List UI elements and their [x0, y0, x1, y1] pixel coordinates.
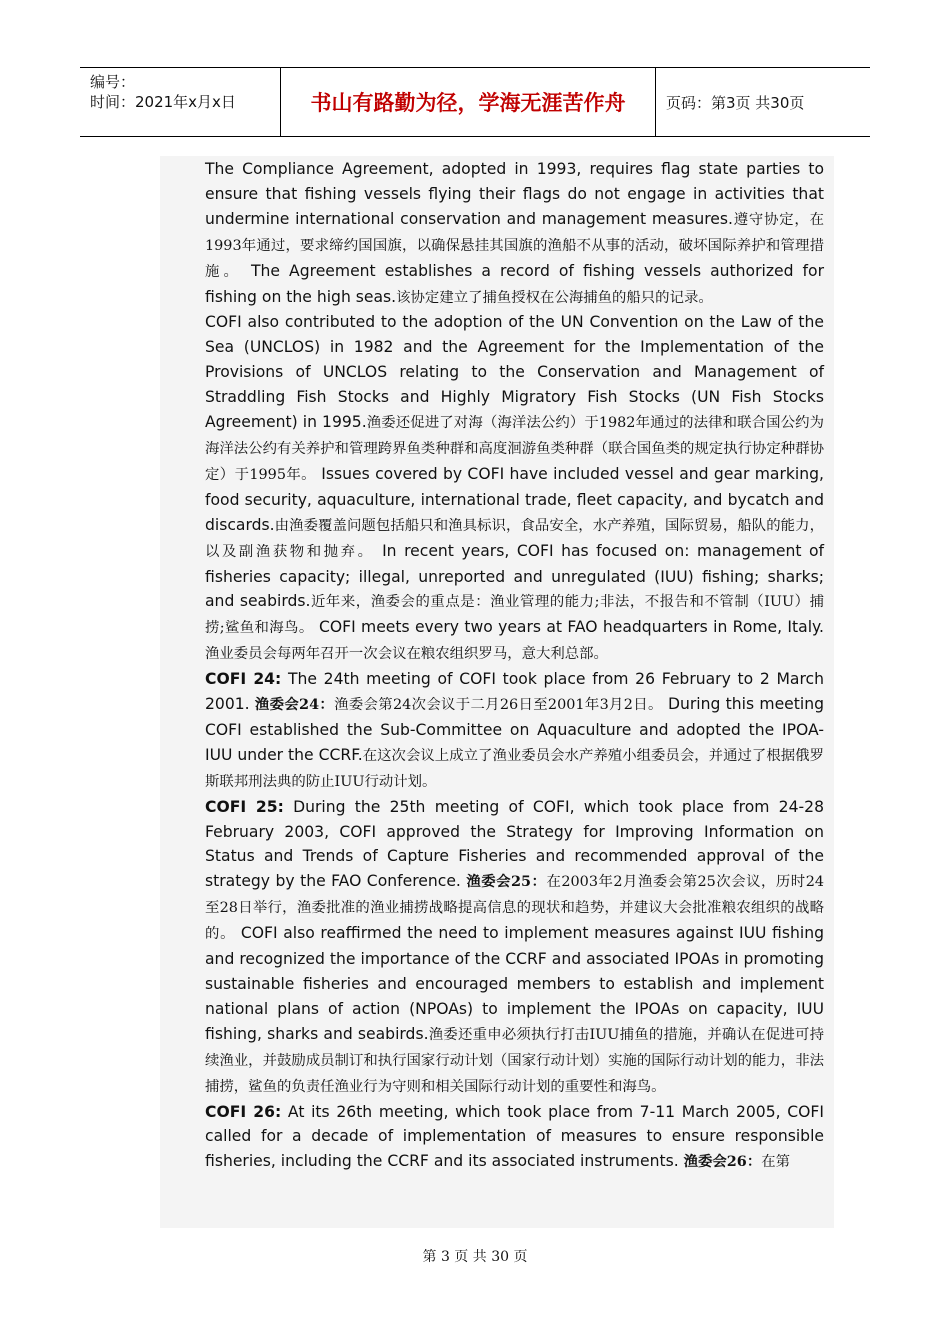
text-cn: 由渔委覆盖问题包括船只和渔具标识，食品安全，水产养殖，国际贸易，船队的能力，以及副渔获物和抛弃。	[205, 517, 824, 560]
text-en: During the 25th meeting of COFI, which took place from 24-28 February 2003, COFI approved the Strategy for Improving Information on Status and Trends of Capture Fisheries and recommended approval of the strategy by the FAO Conference.	[205, 797, 824, 891]
text-cn: 在这次会议上成立了渔业委员会水产养殖小组委员会，并通过了根据俄罗斯联邦刑法典的防止IUU行动计划。	[205, 747, 824, 790]
text-en: COFI also reaffirmed the need to implement measures against IUU fishing and recognized the importance of the CCRF and associated IPOAs in promoting sustainable fisheries and encouraged members to establish and implement national plans of action (NPOAs) to implement the IPOAs on capacity, IUU fishing, sharks and seabirds.	[205, 924, 824, 1043]
paragraph-compliance-agreement	[205, 157, 824, 310]
page-footer: 第 3 页 共 30 页	[422, 1249, 528, 1265]
document-body	[205, 157, 824, 1175]
text-cn: 在第	[761, 1154, 791, 1171]
text-en: The 24th meeting of COFI took place from 26 February to 2 March 2001.	[205, 670, 824, 714]
paragraph-cofi-26	[205, 1100, 824, 1176]
text-cn: 遵守协定，在1993年通过，要求缔约国国旗，以确保悬挂其国旗的渔船不从事的活动，破坏国际养护和管理措施。	[205, 211, 824, 280]
text-cn: 渔委会第24次会议于二月26日至2001年3月2日。	[334, 697, 663, 714]
text-en: The Compliance Agreement, adopted in 1993, requires flag state parties to ensure that fishing vessels flying their flags do not engage in activities that undermine international conservation and management measures.	[205, 160, 824, 228]
text-cn: 渔委还促进了对海（海洋法公约）于1982年通过的法律和联合国公约为海洋法公约有关养护和管理跨界鱼类种群和高度洄游鱼类种群（联合国鱼类的规定执行协定种群协定）于1995年。	[205, 415, 824, 483]
header-meta	[80, 68, 280, 136]
paragraph-unclos	[205, 310, 824, 667]
document-number-label: 编号：	[90, 73, 136, 91]
paragraph-cofi-24	[205, 667, 824, 795]
text-cn: 该协定建立了捕鱼授权在公海捕鱼的船只的记录。	[396, 289, 713, 306]
header-page-label: 页码：第3页 共30页	[666, 93, 805, 112]
text-cn: 近年来，渔委会的重点是：渔业管理的能力;非法，不报告和不管制（IUU）捕捞;鲨鱼和海鸟。	[205, 594, 824, 637]
text-en: Issues covered by COFI have included vessel and gear marking, food security, aquaculture, international trade, fleet capacity, and bycatch and discards.	[205, 464, 824, 534]
text-en: COFI meets every two years at FAO headquarters in Rome, Italy.	[313, 618, 824, 637]
text-en: In recent years, COFI has focused on: management of fisheries capacity; illegal, unreported and unregulated (IUU) fishing; sharks; and seabirds.	[205, 541, 824, 611]
text-cn: 在2003年2月渔委会第25次会议，历时24至28日举行，渔委批准的渔业捕捞战略提高信息的现状和趋势，并建议大会批准粮农组织的战略的。	[205, 874, 825, 943]
heading-cn: 渔委会24：	[254, 696, 335, 714]
text-en: The Agreement establishes a record of fishing vessels authorized for fishing on the high seas.	[205, 261, 824, 306]
text-cn: 渔委还重申必须执行打击IUU捕鱼的措施，并确认在促进可持续渔业，并鼓励成员制订和执行国家行动计划（国家行动计划）实施的国际行动计划的能力，非法捕捞，鲨鱼的负责任渔业行为守则和相关国际行动计划的重要性和海鸟。	[205, 1026, 824, 1095]
heading-cn: 渔委会25：	[466, 873, 547, 891]
text-en: At its 26th meeting, which took place from 7-11 March 2005, COFI called for a decade of implementation of measures to ensure responsible fisheries, including the CCRF and its associated instruments.	[205, 1102, 825, 1171]
text-cn: 渔业委员会每两年召开一次会议在粮农组织罗马，意大利总部。	[205, 646, 608, 663]
document-date-label: 时间：2021年x月x日	[90, 93, 236, 111]
paragraph-cofi-25	[205, 795, 824, 1100]
text-en: COFI also contributed to the adoption of the UN Convention on the Law of the Sea (UNCLOS) in 1982 and the Agreement for the Implementation of the Provisions of UNCLOS relating to the Conservation and Management of Straddling Fish Stocks and Highly Migratory Fish Stocks (UN Fish Stocks Agreement) in 1995.	[205, 313, 824, 432]
header-motto: 书山有路勤为径，学海无涯苦作舟	[280, 68, 656, 136]
content-area	[160, 156, 834, 1228]
heading-en: COFI 24:	[205, 670, 282, 689]
page-header	[80, 67, 870, 137]
heading-en: COFI 26:	[205, 1102, 282, 1121]
heading-en: COFI 25:	[205, 797, 284, 816]
heading-cn: 渔委会26：	[683, 1153, 762, 1171]
text-en: During this meeting COFI established the Sub-Committee on Aquaculture and adopted the IPOA-IUU under the CCRF.	[205, 695, 824, 764]
